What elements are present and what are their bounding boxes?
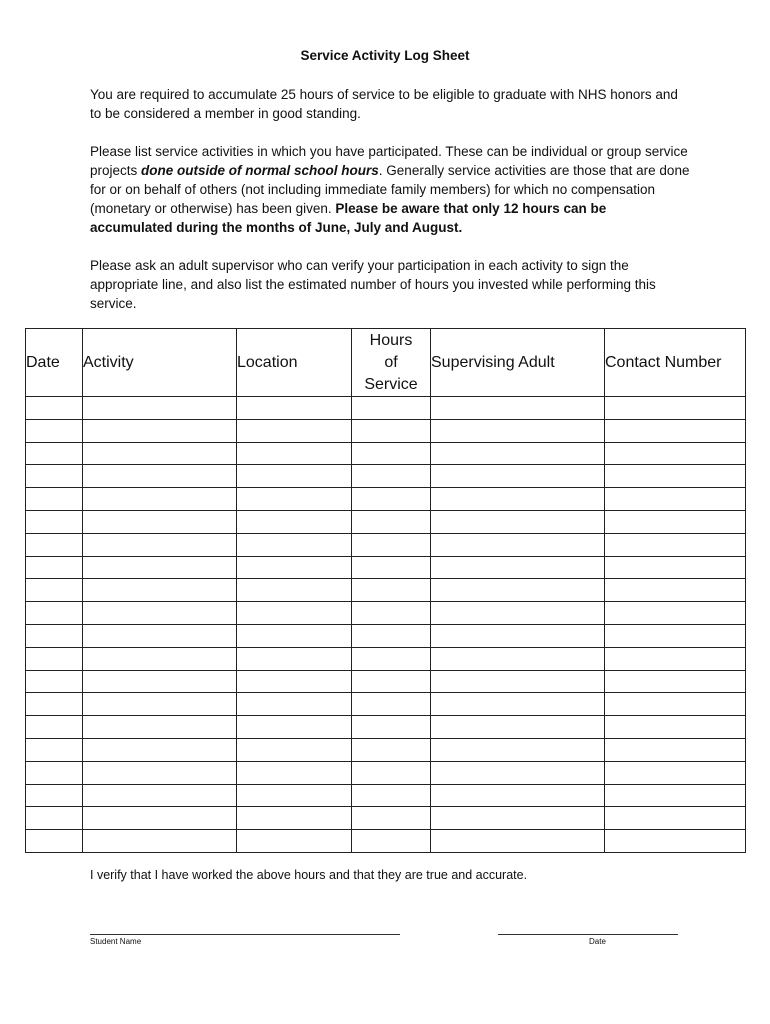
contact-number-cell[interactable] — [605, 693, 746, 716]
table-row — [26, 807, 746, 830]
supervising-adult-cell[interactable] — [431, 670, 605, 693]
activity-cell[interactable] — [83, 510, 237, 533]
instructions-text-2: . Generally service activities are those that are done for or on behalf of others (not including immediate family members) for which no compensation (monetary or otherwise) has been given. — [90, 163, 690, 216]
activity-cell[interactable] — [83, 807, 237, 830]
header-location: Location — [237, 329, 352, 397]
header-supervising-adult: Supervising Adult — [431, 329, 605, 397]
header-hours-line3: Service — [364, 375, 418, 393]
hours-cell[interactable] — [352, 442, 431, 465]
verification-statement: I verify that I have worked the above hours and that they are true and accurate. — [90, 868, 528, 882]
activity-cell[interactable] — [83, 670, 237, 693]
contact-number-cell[interactable] — [605, 647, 746, 670]
hours-cell[interactable] — [352, 419, 431, 442]
hours-cell[interactable] — [352, 533, 431, 556]
instructions-paragraph — [90, 142, 690, 237]
table-row — [26, 761, 746, 784]
supervising-adult-cell[interactable] — [431, 419, 605, 442]
activity-cell[interactable] — [83, 693, 237, 716]
date-cell[interactable] — [26, 397, 83, 420]
hours-cell[interactable] — [352, 784, 431, 807]
supervising-adult-cell[interactable] — [431, 602, 605, 625]
date-label: Date — [589, 937, 606, 946]
date-signature-line[interactable] — [498, 934, 678, 935]
table-row — [26, 533, 746, 556]
supervising-adult-cell[interactable] — [431, 624, 605, 647]
activity-cell[interactable] — [83, 647, 237, 670]
supervising-adult-cell[interactable] — [431, 738, 605, 761]
header-hours — [352, 329, 431, 397]
date-cell[interactable] — [26, 624, 83, 647]
table-row — [26, 556, 746, 579]
hours-cell[interactable] — [352, 830, 431, 853]
contact-number-cell[interactable] — [605, 670, 746, 693]
location-cell[interactable] — [237, 738, 352, 761]
contact-number-cell[interactable] — [605, 510, 746, 533]
location-cell[interactable] — [237, 647, 352, 670]
date-cell[interactable] — [26, 419, 83, 442]
contact-number-cell[interactable] — [605, 761, 746, 784]
contact-number-cell[interactable] — [605, 397, 746, 420]
hours-cell[interactable] — [352, 579, 431, 602]
date-cell[interactable] — [26, 488, 83, 511]
activity-cell[interactable] — [83, 465, 237, 488]
date-cell[interactable] — [26, 465, 83, 488]
contact-number-cell[interactable] — [605, 465, 746, 488]
table-row — [26, 579, 746, 602]
contact-number-cell[interactable] — [605, 624, 746, 647]
supervising-adult-cell[interactable] — [431, 488, 605, 511]
activity-cell[interactable] — [83, 442, 237, 465]
table-row — [26, 465, 746, 488]
hours-cell[interactable] — [352, 397, 431, 420]
activity-cell[interactable] — [83, 533, 237, 556]
location-cell[interactable] — [237, 693, 352, 716]
hours-cell[interactable] — [352, 738, 431, 761]
activity-cell[interactable] — [83, 784, 237, 807]
table-row — [26, 419, 746, 442]
table-row — [26, 442, 746, 465]
date-cell[interactable] — [26, 761, 83, 784]
table-row — [26, 784, 746, 807]
supervising-adult-cell[interactable] — [431, 556, 605, 579]
contact-number-cell[interactable] — [605, 602, 746, 625]
supervisor-paragraph: Please ask an adult supervisor who can verify your participation in each activity to sign the appropriate line, and also list the estimated number of hours you invested while performing this service. — [90, 258, 656, 311]
date-cell[interactable] — [26, 716, 83, 739]
header-hours-line2: of — [384, 353, 398, 371]
supervising-adult-cell[interactable] — [431, 716, 605, 739]
requirement-paragraph: You are required to accumulate 25 hours of service to be eligible to graduate with NHS honors and to be considered a member in good standing. — [90, 87, 678, 121]
location-cell[interactable] — [237, 510, 352, 533]
hours-cell[interactable] — [352, 602, 431, 625]
contact-number-cell[interactable] — [605, 784, 746, 807]
summer-limit-notice: Please be aware that only 12 hours can be accumulated during the months of June, July and August. — [90, 201, 607, 235]
supervising-adult-cell[interactable] — [431, 647, 605, 670]
instructions-text-1: Please list service activities in which you have participated. These can be individual or group service projects — [90, 144, 688, 178]
table-row — [26, 716, 746, 739]
activity-cell[interactable] — [83, 556, 237, 579]
supervising-adult-cell[interactable] — [431, 442, 605, 465]
contact-number-cell[interactable] — [605, 738, 746, 761]
contact-number-cell[interactable] — [605, 533, 746, 556]
hours-cell[interactable] — [352, 465, 431, 488]
location-cell[interactable] — [237, 579, 352, 602]
hours-cell[interactable] — [352, 761, 431, 784]
page-title: Service Activity Log Sheet — [300, 48, 470, 63]
date-cell[interactable] — [26, 510, 83, 533]
table-row — [26, 670, 746, 693]
student-name-label: Student Name — [90, 937, 142, 946]
supervising-adult-cell[interactable] — [431, 807, 605, 830]
date-cell[interactable] — [26, 442, 83, 465]
contact-number-cell[interactable] — [605, 556, 746, 579]
location-cell[interactable] — [237, 602, 352, 625]
contact-number-cell[interactable] — [605, 830, 746, 853]
table-row — [26, 624, 746, 647]
activity-cell[interactable] — [83, 488, 237, 511]
date-cell[interactable] — [26, 647, 83, 670]
contact-number-cell[interactable] — [605, 488, 746, 511]
contact-number-cell[interactable] — [605, 419, 746, 442]
supervising-adult-cell[interactable] — [431, 784, 605, 807]
supervising-adult-cell[interactable] — [431, 465, 605, 488]
hours-cell[interactable] — [352, 693, 431, 716]
table-body — [26, 397, 746, 853]
table-header-row — [26, 329, 746, 397]
hours-cell[interactable] — [352, 647, 431, 670]
location-cell[interactable] — [237, 533, 352, 556]
location-cell[interactable] — [237, 624, 352, 647]
table-row — [26, 830, 746, 853]
location-cell[interactable] — [237, 670, 352, 693]
activity-cell[interactable] — [83, 419, 237, 442]
supervising-adult-cell[interactable] — [431, 761, 605, 784]
table-row — [26, 647, 746, 670]
header-hours-line1: Hours — [369, 331, 413, 349]
contact-number-cell[interactable] — [605, 807, 746, 830]
location-cell[interactable] — [237, 784, 352, 807]
location-cell[interactable] — [237, 716, 352, 739]
date-cell[interactable] — [26, 670, 83, 693]
date-cell[interactable] — [26, 602, 83, 625]
service-log-table — [25, 328, 746, 853]
supervising-adult-cell[interactable] — [431, 510, 605, 533]
table-row — [26, 738, 746, 761]
contact-number-cell[interactable] — [605, 442, 746, 465]
date-cell[interactable] — [26, 579, 83, 602]
supervising-adult-cell[interactable] — [431, 579, 605, 602]
date-cell[interactable] — [26, 738, 83, 761]
location-cell[interactable] — [237, 465, 352, 488]
location-cell[interactable] — [237, 419, 352, 442]
activity-cell[interactable] — [83, 830, 237, 853]
activity-cell[interactable] — [83, 602, 237, 625]
supervising-adult-cell[interactable] — [431, 693, 605, 716]
activity-cell[interactable] — [83, 716, 237, 739]
hours-cell[interactable] — [352, 510, 431, 533]
table-row — [26, 693, 746, 716]
location-cell[interactable] — [237, 556, 352, 579]
date-cell[interactable] — [26, 693, 83, 716]
supervising-adult-cell[interactable] — [431, 830, 605, 853]
table-row — [26, 397, 746, 420]
location-cell[interactable] — [237, 807, 352, 830]
header-date: Date — [26, 329, 83, 397]
table-row — [26, 488, 746, 511]
student-name-signature-line[interactable] — [90, 934, 400, 935]
activity-cell[interactable] — [83, 397, 237, 420]
hours-cell[interactable] — [352, 716, 431, 739]
location-cell[interactable] — [237, 488, 352, 511]
date-cell[interactable] — [26, 807, 83, 830]
activity-cell[interactable] — [83, 579, 237, 602]
hours-cell[interactable] — [352, 624, 431, 647]
header-contact-number: Contact Number — [605, 329, 746, 397]
contact-number-cell[interactable] — [605, 716, 746, 739]
supervising-adult-cell[interactable] — [431, 533, 605, 556]
date-cell[interactable] — [26, 830, 83, 853]
contact-number-cell[interactable] — [605, 579, 746, 602]
hours-cell[interactable] — [352, 556, 431, 579]
location-cell[interactable] — [237, 397, 352, 420]
table-row — [26, 510, 746, 533]
header-activity: Activity — [83, 329, 237, 397]
hours-cell[interactable] — [352, 488, 431, 511]
instructions-emphasis: done outside of normal school hours — [141, 163, 379, 178]
activity-cell[interactable] — [83, 761, 237, 784]
location-cell[interactable] — [237, 761, 352, 784]
date-cell[interactable] — [26, 533, 83, 556]
date-cell[interactable] — [26, 784, 83, 807]
activity-cell[interactable] — [83, 624, 237, 647]
hours-cell[interactable] — [352, 670, 431, 693]
supervising-adult-cell[interactable] — [431, 397, 605, 420]
date-cell[interactable] — [26, 556, 83, 579]
location-cell[interactable] — [237, 442, 352, 465]
hours-cell[interactable] — [352, 807, 431, 830]
location-cell[interactable] — [237, 830, 352, 853]
table-row — [26, 602, 746, 625]
activity-cell[interactable] — [83, 738, 237, 761]
